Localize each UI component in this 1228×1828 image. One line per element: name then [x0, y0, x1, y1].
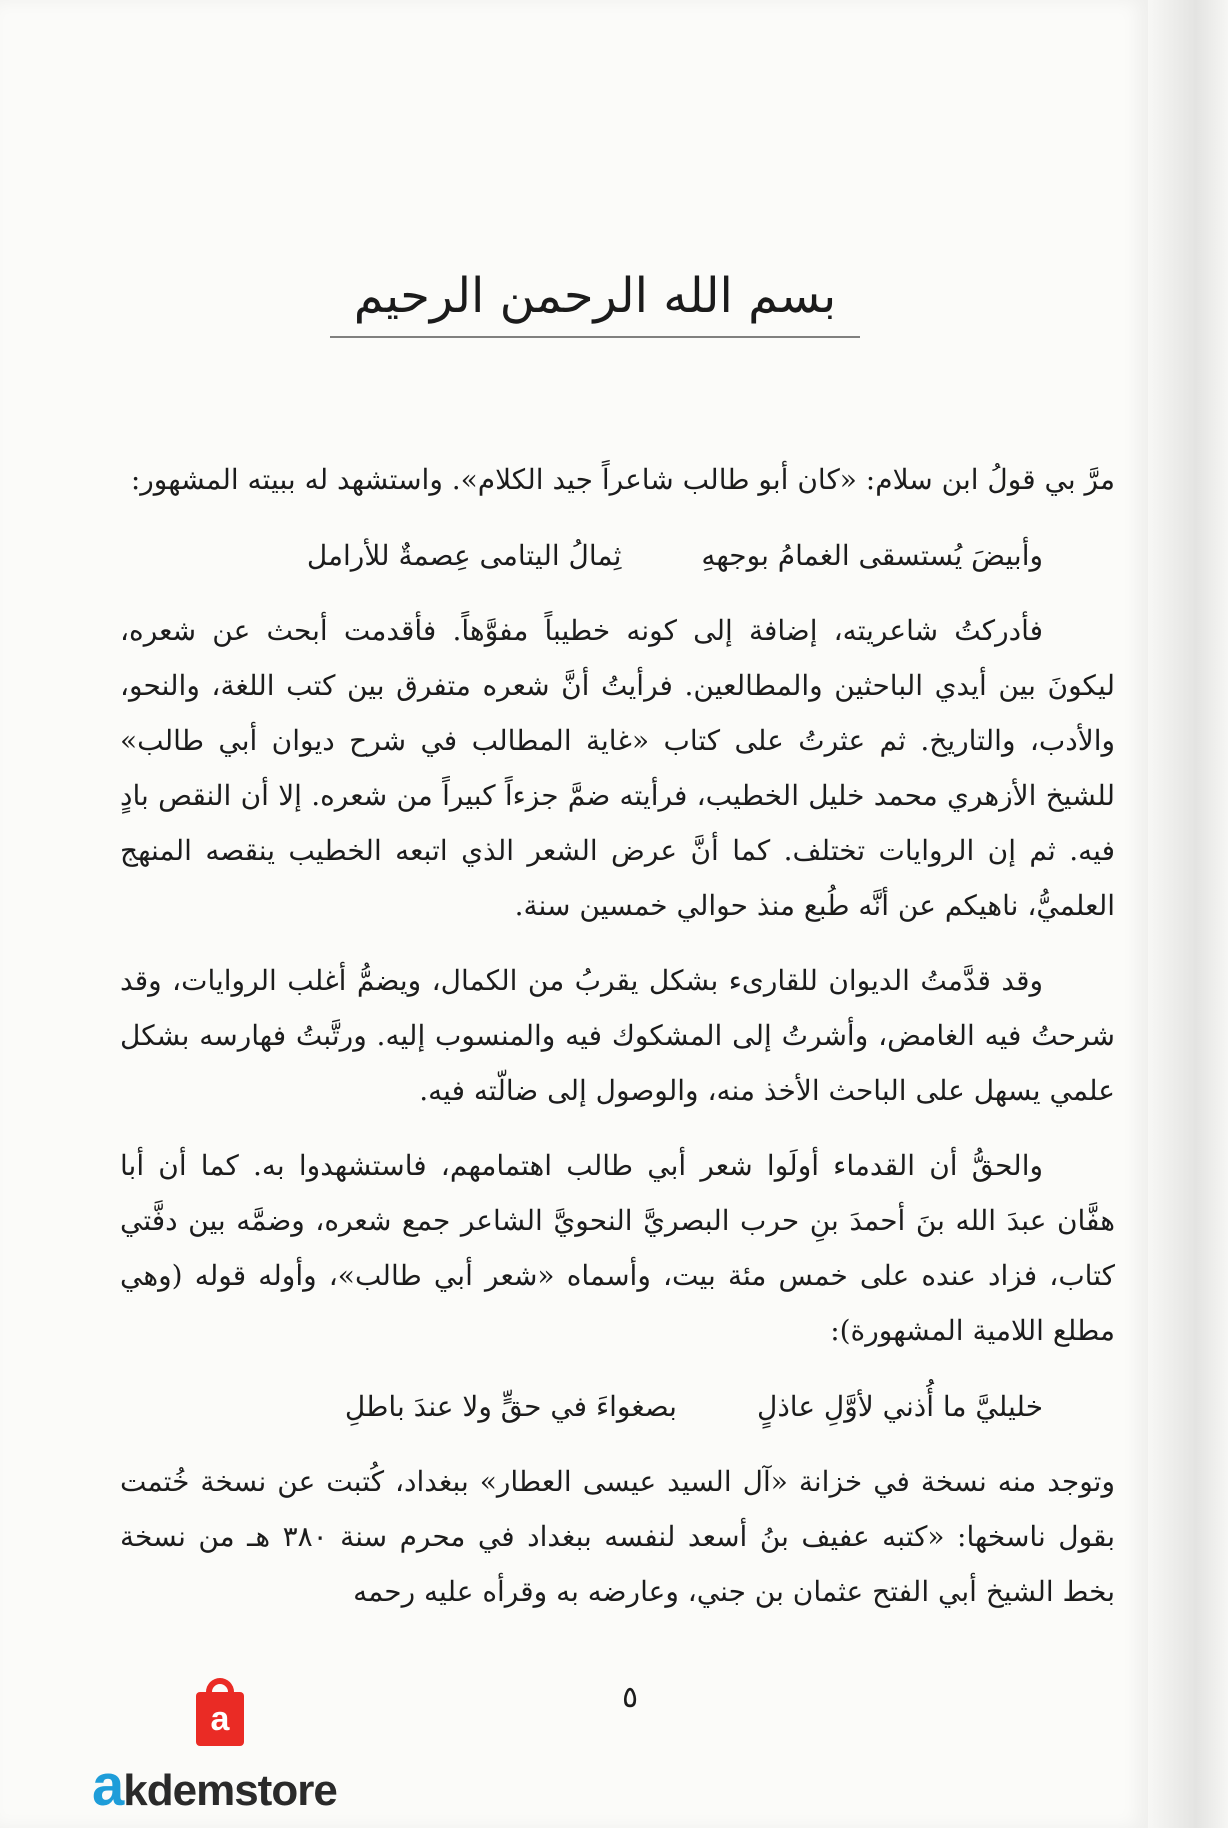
logo-wordmark-rest: kdemstore — [123, 1766, 337, 1815]
paragraph-1: مرَّ بي قولُ ابن سلام: «كان أبو طالب شاعراً جيد الكلام». واستشهد له ببيته المشهور: — [130, 463, 1115, 496]
verse-2-second-hemistich: بصغواءَ في حقٍّ ولا عندَ باطلِ — [344, 1390, 677, 1423]
verse-1 — [120, 527, 1115, 585]
shopping-bag-icon: a — [196, 1692, 244, 1746]
paragraph-3: وقد قدَّمتُ الديوان للقارىء بشكل يقربُ من الكمال، ويضمُّ أغلب الروايات، وقد شرحتُ فيه الغامض، وأشرتُ إلى المشكوك فيه والمنسوب إليه. ورتَّبتُ فهارسه بشكل علمي يسهل على الباحث الأخذ منه، والوصول إلى ضالّته فيه. — [120, 964, 1115, 1107]
logo-wordmark — [92, 1752, 337, 1819]
basmala-heading: بسم الله الرحمن الرحيم — [353, 268, 837, 324]
page-number: ٥ — [621, 1680, 639, 1715]
akdemstore-watermark-logo — [92, 1680, 372, 1820]
verse-1-first-hemistich: وأبيضَ يُستسقى الغمامُ بوجههِ — [701, 539, 1043, 572]
verse-2-first-hemistich: خليليَّ ما أُذني لأوَّلِ عاذلٍ — [756, 1390, 1043, 1423]
logo-wordmark-a: a — [92, 1753, 124, 1818]
paragraph-2: فأدركتُ شاعريته، إضافة إلى كونه خطيباً مفوَّهاً. فأقدمت أبحث عن شعره، ليكونَ بين أيدي الباحثين والمطالعين. فرأيتُ أنَّ شعره متفرق بين كتب اللغة، والنحو، والأدب، والتاريخ. ثم عثرتُ على كتاب «غاية المطالب في شرح ديوان أبي طالب» للشيخ الأزهري محمد خليل الخطيب، فرأيته ضمَّ جزءاً كبيراً من شعره. إلا أن النقص بادٍ فيه. ثم إن الروايات تختلف. كما أنَّ عرض الشعر الذي اتبعه الخطيب ينقصه المنهج العلميُّ، ناهيكم عن أنَّه طُبع منذ حوالي خمسين سنة. — [120, 614, 1115, 922]
paragraph-4: والحقُّ أن القدماء أولَوا شعر أبي طالب اهتمامهم، فاستشهدوا به. كما أن أبا هفَّان عبدَ الله بنَ أحمدَ بنِ حرب البصريَّ النحويَّ الشاعر جمع شعره، وضمَّه بين دفَّتي كتاب، فزاد عنده على خمس مئة بيت، وأسماه «شعر أبي طالب»، وأوله قوله (وهي مطلع اللامية المشهورة): — [120, 1149, 1115, 1347]
verse-2 — [120, 1378, 1115, 1436]
page-body — [120, 452, 1115, 1639]
basmala-underline — [330, 336, 860, 338]
verse-1-second-hemistich: ثِمالُ اليتامى عِصمةٌ للأرامل — [306, 539, 622, 572]
paragraph-5: وتوجد منه نسخة في خزانة «آل السيد عيسى العطار» ببغداد، كُتبت عن نسخة خُتمت بقول ناسخها: «كتبه عفيف بنُ أسعد لنفسه ببغداد في محرم سنة ٣٨٠ هـ من نسخة بخط الشيخ أبي الفتح عثمان بن جني، وعارضه به وقرأه عليه رحمه — [120, 1465, 1115, 1608]
book-gutter — [1148, 0, 1228, 1828]
